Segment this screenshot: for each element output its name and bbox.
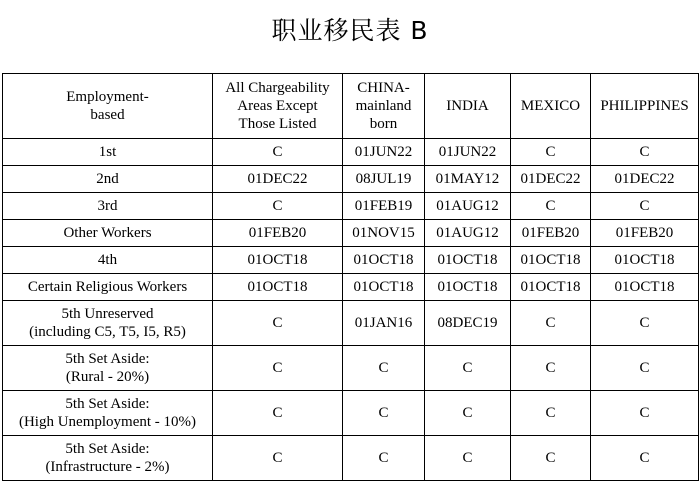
cell-mexico: C bbox=[511, 139, 591, 166]
cell-china: C bbox=[343, 391, 425, 436]
row-category: Certain Religious Workers bbox=[3, 274, 213, 301]
cell-mexico: C bbox=[511, 391, 591, 436]
cell-mexico: C bbox=[511, 301, 591, 346]
cell-all-chargeability: C bbox=[213, 346, 343, 391]
cell-all-chargeability: C bbox=[213, 193, 343, 220]
cell-china: 01JUN22 bbox=[343, 139, 425, 166]
cell-china: C bbox=[343, 436, 425, 481]
cell-all-chargeability: 01DEC22 bbox=[213, 166, 343, 193]
table-row bbox=[3, 346, 699, 391]
cell-all-chargeability: 01OCT18 bbox=[213, 247, 343, 274]
header-employment-based: Employment- based bbox=[3, 74, 213, 139]
cell-mexico: C bbox=[511, 193, 591, 220]
cell-philippines: C bbox=[591, 346, 699, 391]
cell-china: 01JAN16 bbox=[343, 301, 425, 346]
table-row bbox=[3, 247, 699, 274]
cell-all-chargeability: C bbox=[213, 436, 343, 481]
row-category: 4th bbox=[3, 247, 213, 274]
cell-mexico: 01DEC22 bbox=[511, 166, 591, 193]
cell-india: 01JUN22 bbox=[425, 139, 511, 166]
table-row bbox=[3, 391, 699, 436]
cell-india: 01MAY12 bbox=[425, 166, 511, 193]
table-row bbox=[3, 220, 699, 247]
row-category: Other Workers bbox=[3, 220, 213, 247]
cell-china: 08JUL19 bbox=[343, 166, 425, 193]
row-category: 2nd bbox=[3, 166, 213, 193]
row-category: 5th Set Aside: (Infrastructure - 2%) bbox=[3, 436, 213, 481]
cell-philippines: C bbox=[591, 391, 699, 436]
cell-mexico: 01OCT18 bbox=[511, 247, 591, 274]
cell-india: C bbox=[425, 346, 511, 391]
cell-china: C bbox=[343, 346, 425, 391]
header-philippines: PHILIPPINES bbox=[591, 74, 699, 139]
cell-philippines: C bbox=[591, 301, 699, 346]
row-category: 5th Set Aside: (High Unemployment - 10%) bbox=[3, 391, 213, 436]
cell-mexico: C bbox=[511, 436, 591, 481]
cell-all-chargeability: C bbox=[213, 391, 343, 436]
cell-mexico: 01OCT18 bbox=[511, 274, 591, 301]
cell-all-chargeability: 01FEB20 bbox=[213, 220, 343, 247]
cell-philippines: 01OCT18 bbox=[591, 274, 699, 301]
header-mexico: MEXICO bbox=[511, 74, 591, 139]
cell-all-chargeability: C bbox=[213, 301, 343, 346]
cell-china: 01FEB19 bbox=[343, 193, 425, 220]
table-row bbox=[3, 274, 699, 301]
cell-india: 08DEC19 bbox=[425, 301, 511, 346]
cell-philippines: 01DEC22 bbox=[591, 166, 699, 193]
cell-india: 01OCT18 bbox=[425, 247, 511, 274]
cell-china: 01OCT18 bbox=[343, 247, 425, 274]
header-row bbox=[3, 74, 699, 139]
cell-china: 01OCT18 bbox=[343, 274, 425, 301]
cell-india: 01OCT18 bbox=[425, 274, 511, 301]
cell-all-chargeability: 01OCT18 bbox=[213, 274, 343, 301]
cell-philippines: C bbox=[591, 193, 699, 220]
cell-philippines: C bbox=[591, 139, 699, 166]
header-all-chargeability: All Chargeability Areas Except Those Listed bbox=[213, 74, 343, 139]
cell-philippines: C bbox=[591, 436, 699, 481]
row-category: 1st bbox=[3, 139, 213, 166]
cell-mexico: C bbox=[511, 346, 591, 391]
table-row bbox=[3, 139, 699, 166]
cell-china: 01NOV15 bbox=[343, 220, 425, 247]
visa-bulletin-table bbox=[2, 73, 699, 481]
cell-india: 01AUG12 bbox=[425, 220, 511, 247]
table-row bbox=[3, 193, 699, 220]
header-india: INDIA bbox=[425, 74, 511, 139]
header-china: CHINA- mainland born bbox=[343, 74, 425, 139]
cell-philippines: 01OCT18 bbox=[591, 247, 699, 274]
page-title: 职业移民表 B bbox=[271, 16, 429, 45]
table-row bbox=[3, 436, 699, 481]
table-row bbox=[3, 166, 699, 193]
table-row bbox=[3, 301, 699, 346]
cell-india: 01AUG12 bbox=[425, 193, 511, 220]
row-category: 5th Unreserved (including C5, T5, I5, R5) bbox=[3, 301, 213, 346]
row-category: 5th Set Aside: (Rural - 20%) bbox=[3, 346, 213, 391]
cell-philippines: 01FEB20 bbox=[591, 220, 699, 247]
row-category: 3rd bbox=[3, 193, 213, 220]
cell-india: C bbox=[425, 391, 511, 436]
cell-mexico: 01FEB20 bbox=[511, 220, 591, 247]
cell-india: C bbox=[425, 436, 511, 481]
cell-all-chargeability: C bbox=[213, 139, 343, 166]
